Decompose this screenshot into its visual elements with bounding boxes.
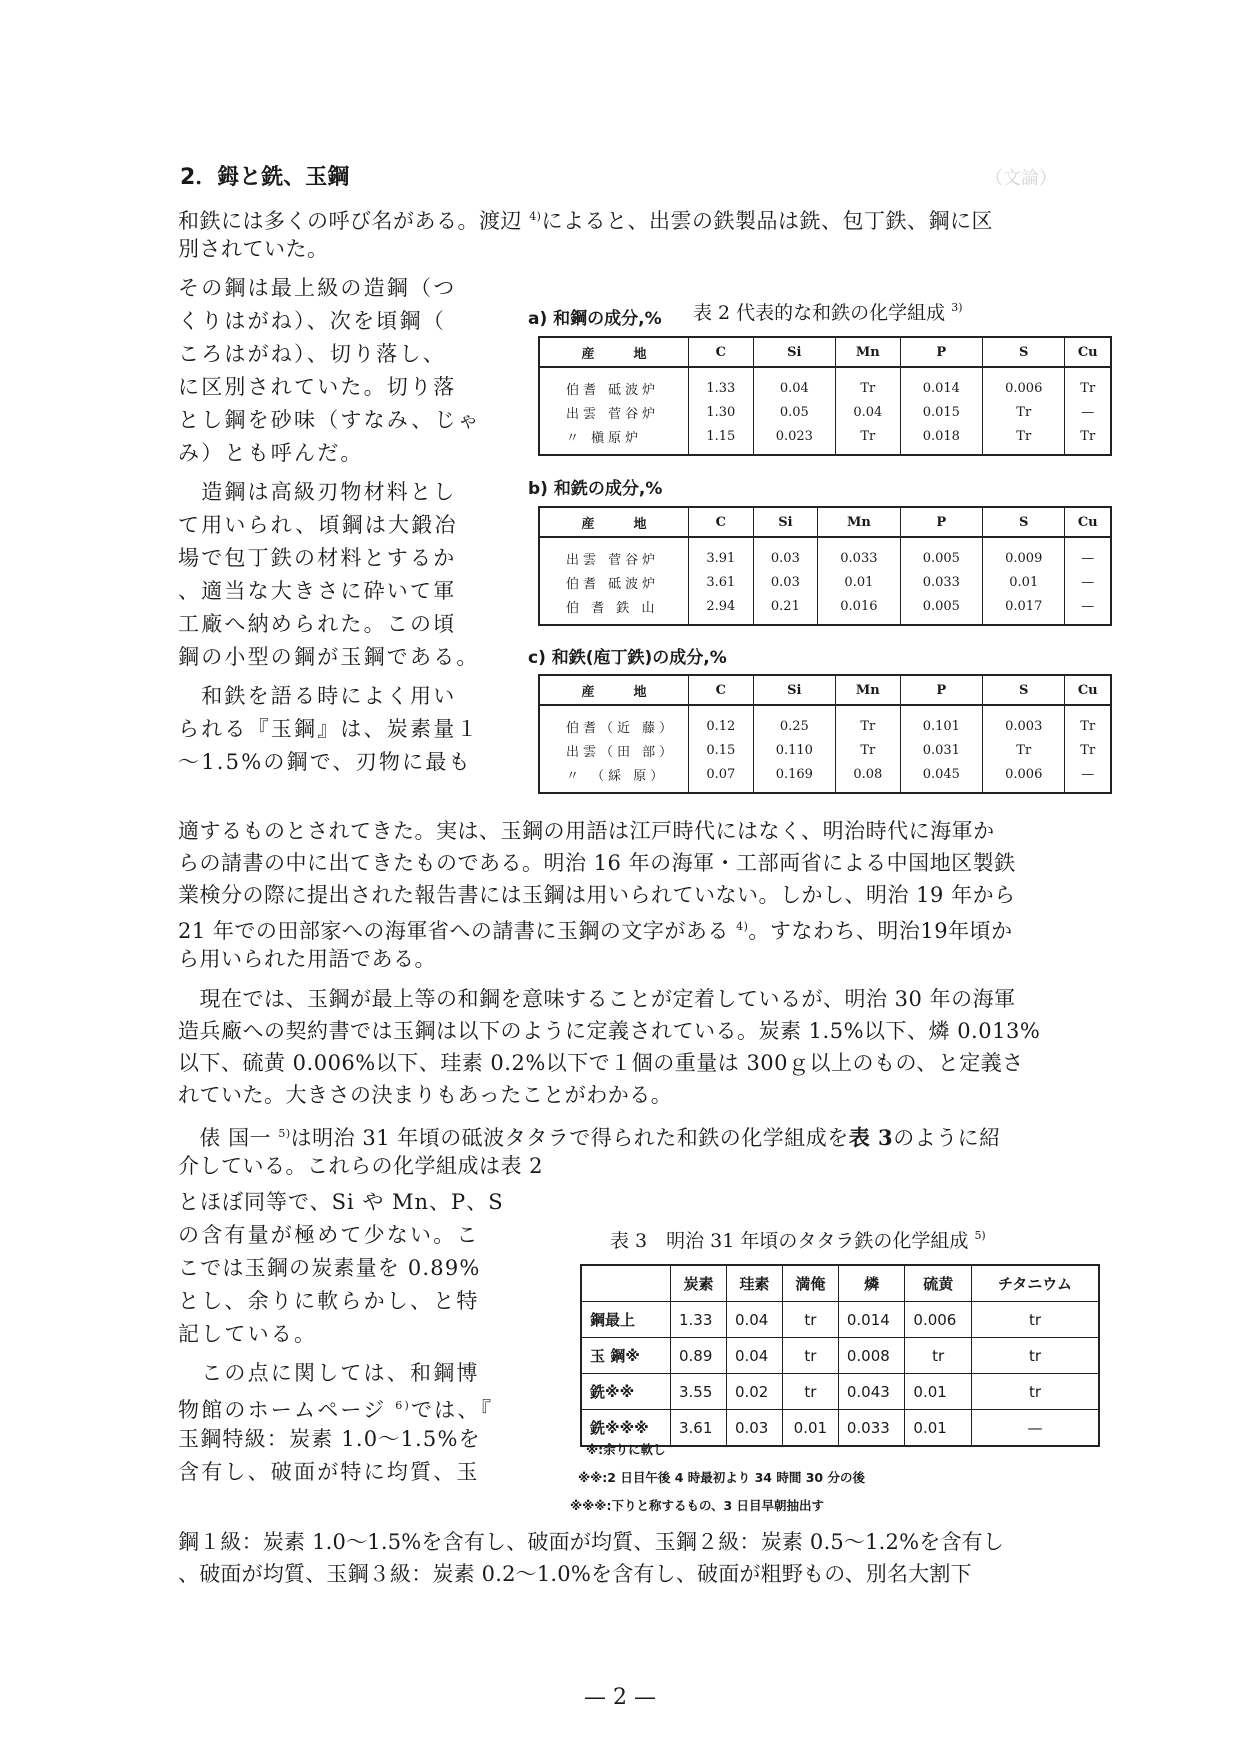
cell: 0.15 <box>689 738 754 762</box>
text-line: て用いられ、頃鋼は大鍛冶 <box>178 513 458 537</box>
cell: 0.01 <box>905 1374 972 1410</box>
text-line: 物館のホームページ $^{6)}$では、『 <box>178 1398 494 1422</box>
cell: tr <box>972 1302 1100 1338</box>
cell: 0.017 <box>983 594 1065 625</box>
text-line: の含有量が極めて少ない。こ <box>178 1223 480 1247</box>
col-header: C <box>689 337 754 367</box>
text-line: 介している。これらの化学組成は表 2 <box>178 1154 544 1178</box>
cell: 0.018 <box>900 424 982 455</box>
text-line: 適するものとされてきた。実は、玉鋼の用語は江戸時代にはなく、明治時代に海軍か <box>178 819 995 843</box>
text-line: 造鋼は高級刃物材料とし <box>178 480 457 504</box>
table3-note-2: ※※:2 日目午後 4 時最初より 34 時間 30 分の後 <box>578 1470 865 1485</box>
col-header: C <box>689 675 754 705</box>
cell: 〃 （綵 原） <box>539 762 689 793</box>
text-line: ころはがね）、切り落し、 <box>178 342 446 366</box>
cell: Tr <box>983 400 1065 424</box>
cell: 0.033 <box>900 570 982 594</box>
cell: 0.25 <box>753 705 835 738</box>
cell: tr <box>782 1374 838 1410</box>
text-line: とほぼ同等で、Si や Mn、P、S <box>178 1190 504 1214</box>
cell: 0.12 <box>689 705 754 738</box>
cell: — <box>1065 594 1111 625</box>
col-header: 硫黄 <box>905 1265 972 1302</box>
cell: 0.005 <box>900 537 982 570</box>
cell: 0.01 <box>905 1410 972 1447</box>
cell: Tr <box>836 424 901 455</box>
cell: — <box>1065 400 1111 424</box>
cell: 0.21 <box>753 594 818 625</box>
cell: 0.03 <box>726 1410 782 1447</box>
cell: 出雲 菅谷炉 <box>539 400 689 424</box>
text-line: こでは玉鋼の炭素量を 0.89% <box>178 1256 481 1280</box>
cell: 0.02 <box>726 1374 782 1410</box>
cell: 0.169 <box>753 762 835 793</box>
table-row <box>581 1302 1099 1338</box>
text-line: 玉鋼特級：炭素 1.0～1.5%を <box>178 1427 481 1451</box>
table2-title: 表 2 代表的な和鉄の化学組成 $^{3)}$ <box>693 301 963 324</box>
cell: 0.04 <box>836 400 901 424</box>
text-line: 、破面が均質、玉鋼３級：炭素 0.2～1.0%を含有し、破面が粗野もの、別名大割下 <box>178 1562 972 1586</box>
cell: 2.94 <box>689 594 754 625</box>
col-header: Si <box>753 337 835 367</box>
col-header: S <box>983 507 1065 537</box>
text-line: この点に関しては、和鋼博 <box>178 1361 480 1385</box>
text-line: 場で包丁鉄の材料とするか <box>178 546 457 570</box>
cell: 0.033 <box>818 537 900 570</box>
cell: 0.04 <box>753 367 835 400</box>
cell: 0.008 <box>838 1338 905 1374</box>
cell: 0.07 <box>689 762 754 793</box>
col-header: 産 地 <box>539 337 689 367</box>
section-heading: 2．鉧と銑、玉鋼 <box>180 165 350 190</box>
cell: 0.015 <box>900 400 982 424</box>
cell: 0.08 <box>836 762 901 793</box>
table3-title: 表 3 明治 31 年頃のタタラ鉄の化学組成 $^{5)}$ <box>610 1229 986 1252</box>
cell: tr <box>905 1338 972 1374</box>
col-header: 産 地 <box>539 507 689 537</box>
cell: 0.01 <box>983 570 1065 594</box>
col-header: 珪素 <box>726 1265 782 1302</box>
cell: 0.003 <box>983 705 1065 738</box>
cell: 0.05 <box>753 400 835 424</box>
cell: 0.04 <box>726 1338 782 1374</box>
text-line: られる『玉鋼』は、炭素量１ <box>178 717 480 741</box>
col-header: 炭素 <box>671 1265 727 1302</box>
text-line: ら用いられた用語である。 <box>178 947 436 971</box>
text-line: くりはがね）、次を頃鋼（ <box>178 309 446 333</box>
cell: 0.89 <box>671 1338 727 1374</box>
table3-note-1: ※:余りに軟し <box>586 1442 666 1457</box>
col-header: S <box>983 675 1065 705</box>
cell: 0.101 <box>900 705 982 738</box>
text-line: 現在では、玉鋼が最上等の和鋼を意味することが定着しているが、明治 30 年の海軍 <box>178 987 1016 1011</box>
text-line: 業検分の際に提出された報告書には玉鋼は用いられていない。しかし、明治 19 年から <box>178 883 1016 907</box>
cell: 1.30 <box>689 400 754 424</box>
text-line: ～1.5%の鋼で、刃物に最も <box>178 750 472 774</box>
cell: 0.04 <box>726 1302 782 1338</box>
text-line: 造兵廠への契約書では玉鋼は以下のように定義されている。炭素 1.5%以下、燐 0.013% <box>178 1019 1041 1043</box>
cell: 0.01 <box>818 570 900 594</box>
text-line: れていた。大きさの決まりもあったことがわかる。 <box>178 1083 673 1107</box>
text-line: 、適当な大きさに砕いて軍 <box>178 579 457 603</box>
col-header: 燐 <box>838 1265 905 1302</box>
table-row <box>539 367 1111 400</box>
cell: 3.61 <box>689 570 754 594</box>
cell: Tr <box>983 738 1065 762</box>
row-header: 銑※※ <box>581 1374 671 1410</box>
col-header: C <box>689 507 754 537</box>
cell: 0.006 <box>983 762 1065 793</box>
cell: 0.01 <box>782 1410 838 1447</box>
text-line: らの請書の中に出てきたものである。明治 16 年の海軍・工部両省による中国地区製鉄 <box>178 851 1016 875</box>
cell: tr <box>782 1338 838 1374</box>
cell: Tr <box>836 738 901 762</box>
table-row <box>581 1338 1099 1374</box>
table-row <box>539 705 1111 738</box>
col-header: P <box>900 675 982 705</box>
cell: tr <box>972 1338 1100 1374</box>
table3 <box>580 1264 1100 1447</box>
table-row <box>539 594 1111 625</box>
cell: 0.033 <box>838 1410 905 1447</box>
text-line: その鋼は最上級の造鋼（つ <box>178 276 457 300</box>
cell: 0.009 <box>983 537 1065 570</box>
cell: Tr <box>836 705 901 738</box>
cell: 0.03 <box>753 537 818 570</box>
cell: Tr <box>983 424 1065 455</box>
cell: 〃 槇原炉 <box>539 424 689 455</box>
cell: tr <box>782 1302 838 1338</box>
table2b-caption: b) 和銑の成分,% <box>528 479 663 499</box>
cell: Tr <box>1065 424 1111 455</box>
text-line: とし鋼を砂味（すなみ、じゃ <box>178 408 481 432</box>
col-header: 満俺 <box>782 1265 838 1302</box>
col-header: S <box>983 337 1065 367</box>
cell: 3.91 <box>689 537 754 570</box>
text-line: とし、余りに軟らかし、と特 <box>178 1289 480 1313</box>
cell: 0.016 <box>818 594 900 625</box>
cell: 0.005 <box>900 594 982 625</box>
table2b <box>538 506 1112 626</box>
table-row <box>539 762 1111 793</box>
col-header: 産 地 <box>539 675 689 705</box>
cell: Tr <box>1065 367 1111 400</box>
cell: 3.61 <box>671 1410 727 1447</box>
cell: 3.55 <box>671 1374 727 1410</box>
row-header: 鋼最上 <box>581 1302 671 1338</box>
cell: — <box>1065 570 1111 594</box>
ref-4: 4) <box>529 210 542 223</box>
cell: 0.045 <box>900 762 982 793</box>
text-line: 記している。 <box>178 1322 318 1346</box>
col-header: Cu <box>1065 675 1111 705</box>
ref-4: 4) <box>736 920 749 933</box>
col-header: Si <box>753 507 818 537</box>
ref-6: 6) <box>395 1399 411 1412</box>
bleed-through-text: （文論） <box>985 168 1057 189</box>
cell: 1.15 <box>689 424 754 455</box>
cell: 0.006 <box>905 1302 972 1338</box>
text-line: み）とも呼んだ。 <box>178 441 364 465</box>
page-number: — 2 — <box>584 1685 656 1710</box>
cell: 1.33 <box>689 367 754 400</box>
cell: tr <box>972 1374 1100 1410</box>
text-line: 鋼１級：炭素 1.0～1.5%を含有し、破面が均質、玉鋼２級：炭素 0.5～1.2%を含有し <box>178 1530 1005 1554</box>
ref-5: 5) <box>278 1127 291 1140</box>
col-header: Cu <box>1065 337 1111 367</box>
cell: 0.031 <box>900 738 982 762</box>
cell: 伯耆 砥波炉 <box>539 367 689 400</box>
text-line: 俵 国一 $^{5)}$は明治 31 年頃の砥波タタラで得られた和鉄の化学組成を表 3のように紹 <box>178 1125 1001 1150</box>
text-line: 21 年での田部家への海軍省への請書に玉鋼の文字がある $^{4)}$。すなわち、明治19年頃か <box>178 919 1013 943</box>
intro-line-1: 和鉄には多くの呼び名がある。渡辺 $^{4)}$によると、出雲の鉄製品は銑、包丁鉄、鋼に区 <box>178 209 993 233</box>
col-header: P <box>900 507 982 537</box>
table-row <box>539 537 1111 570</box>
table-row <box>539 424 1111 455</box>
cell: 0.03 <box>753 570 818 594</box>
cell: 伯耆 砥波炉 <box>539 570 689 594</box>
cell: Tr <box>1065 738 1111 762</box>
cell: 0.006 <box>983 367 1065 400</box>
cell: 出雲（田 部） <box>539 738 689 762</box>
cell: 出雲 菅谷炉 <box>539 537 689 570</box>
row-header: 玉 鋼※ <box>581 1338 671 1374</box>
col-header: Mn <box>836 337 901 367</box>
cell: — <box>972 1410 1100 1447</box>
text-line: に区別されていた。切り落 <box>178 375 457 399</box>
cell: 0.110 <box>753 738 835 762</box>
col-header: P <box>900 337 982 367</box>
col-header: Mn <box>836 675 901 705</box>
table-row <box>581 1374 1099 1410</box>
row-header: 銑※※※ <box>581 1410 671 1447</box>
cell: Tr <box>1065 705 1111 738</box>
cell: Tr <box>836 367 901 400</box>
table2c-caption: c) 和鉄(庖丁鉄)の成分,% <box>528 648 727 668</box>
text-line: 鋼の小型の鋼が玉鋼である。 <box>178 645 480 669</box>
table2a-caption: a) 和鋼の成分,% <box>528 309 662 329</box>
cell: 0.023 <box>753 424 835 455</box>
cell: 0.014 <box>900 367 982 400</box>
text-line: 工廠へ納められた。この頃 <box>178 612 457 636</box>
table-row <box>539 400 1111 424</box>
table2a <box>538 336 1112 456</box>
col-header: チタニウム <box>972 1265 1100 1302</box>
intro-line-2: 別されていた。 <box>178 237 329 261</box>
cell: — <box>1065 762 1111 793</box>
text-line: 和鉄を語る時によく用い <box>178 684 457 708</box>
cell: 0.014 <box>838 1302 905 1338</box>
col-header: Si <box>753 675 835 705</box>
cell: — <box>1065 537 1111 570</box>
table-row <box>539 570 1111 594</box>
cell: 伯 耆 鉄 山 <box>539 594 689 625</box>
table3-note-3: ※※※:下りと称するもの、3 日目早朝抽出す <box>570 1498 825 1513</box>
text-line: 含有し、破面が特に均質、玉 <box>178 1460 480 1484</box>
table-row <box>539 738 1111 762</box>
col-header <box>581 1265 671 1302</box>
cell: 1.33 <box>671 1302 727 1338</box>
cell: 0.043 <box>838 1374 905 1410</box>
table2c <box>538 674 1112 794</box>
text-line: 以下、硫黄 0.006%以下、珪素 0.2%以下で１個の重量は 300ｇ以上のもの、と定義さ <box>178 1051 1024 1075</box>
col-header: Cu <box>1065 507 1111 537</box>
col-header: Mn <box>818 507 900 537</box>
cell: 伯耆（近 藤） <box>539 705 689 738</box>
